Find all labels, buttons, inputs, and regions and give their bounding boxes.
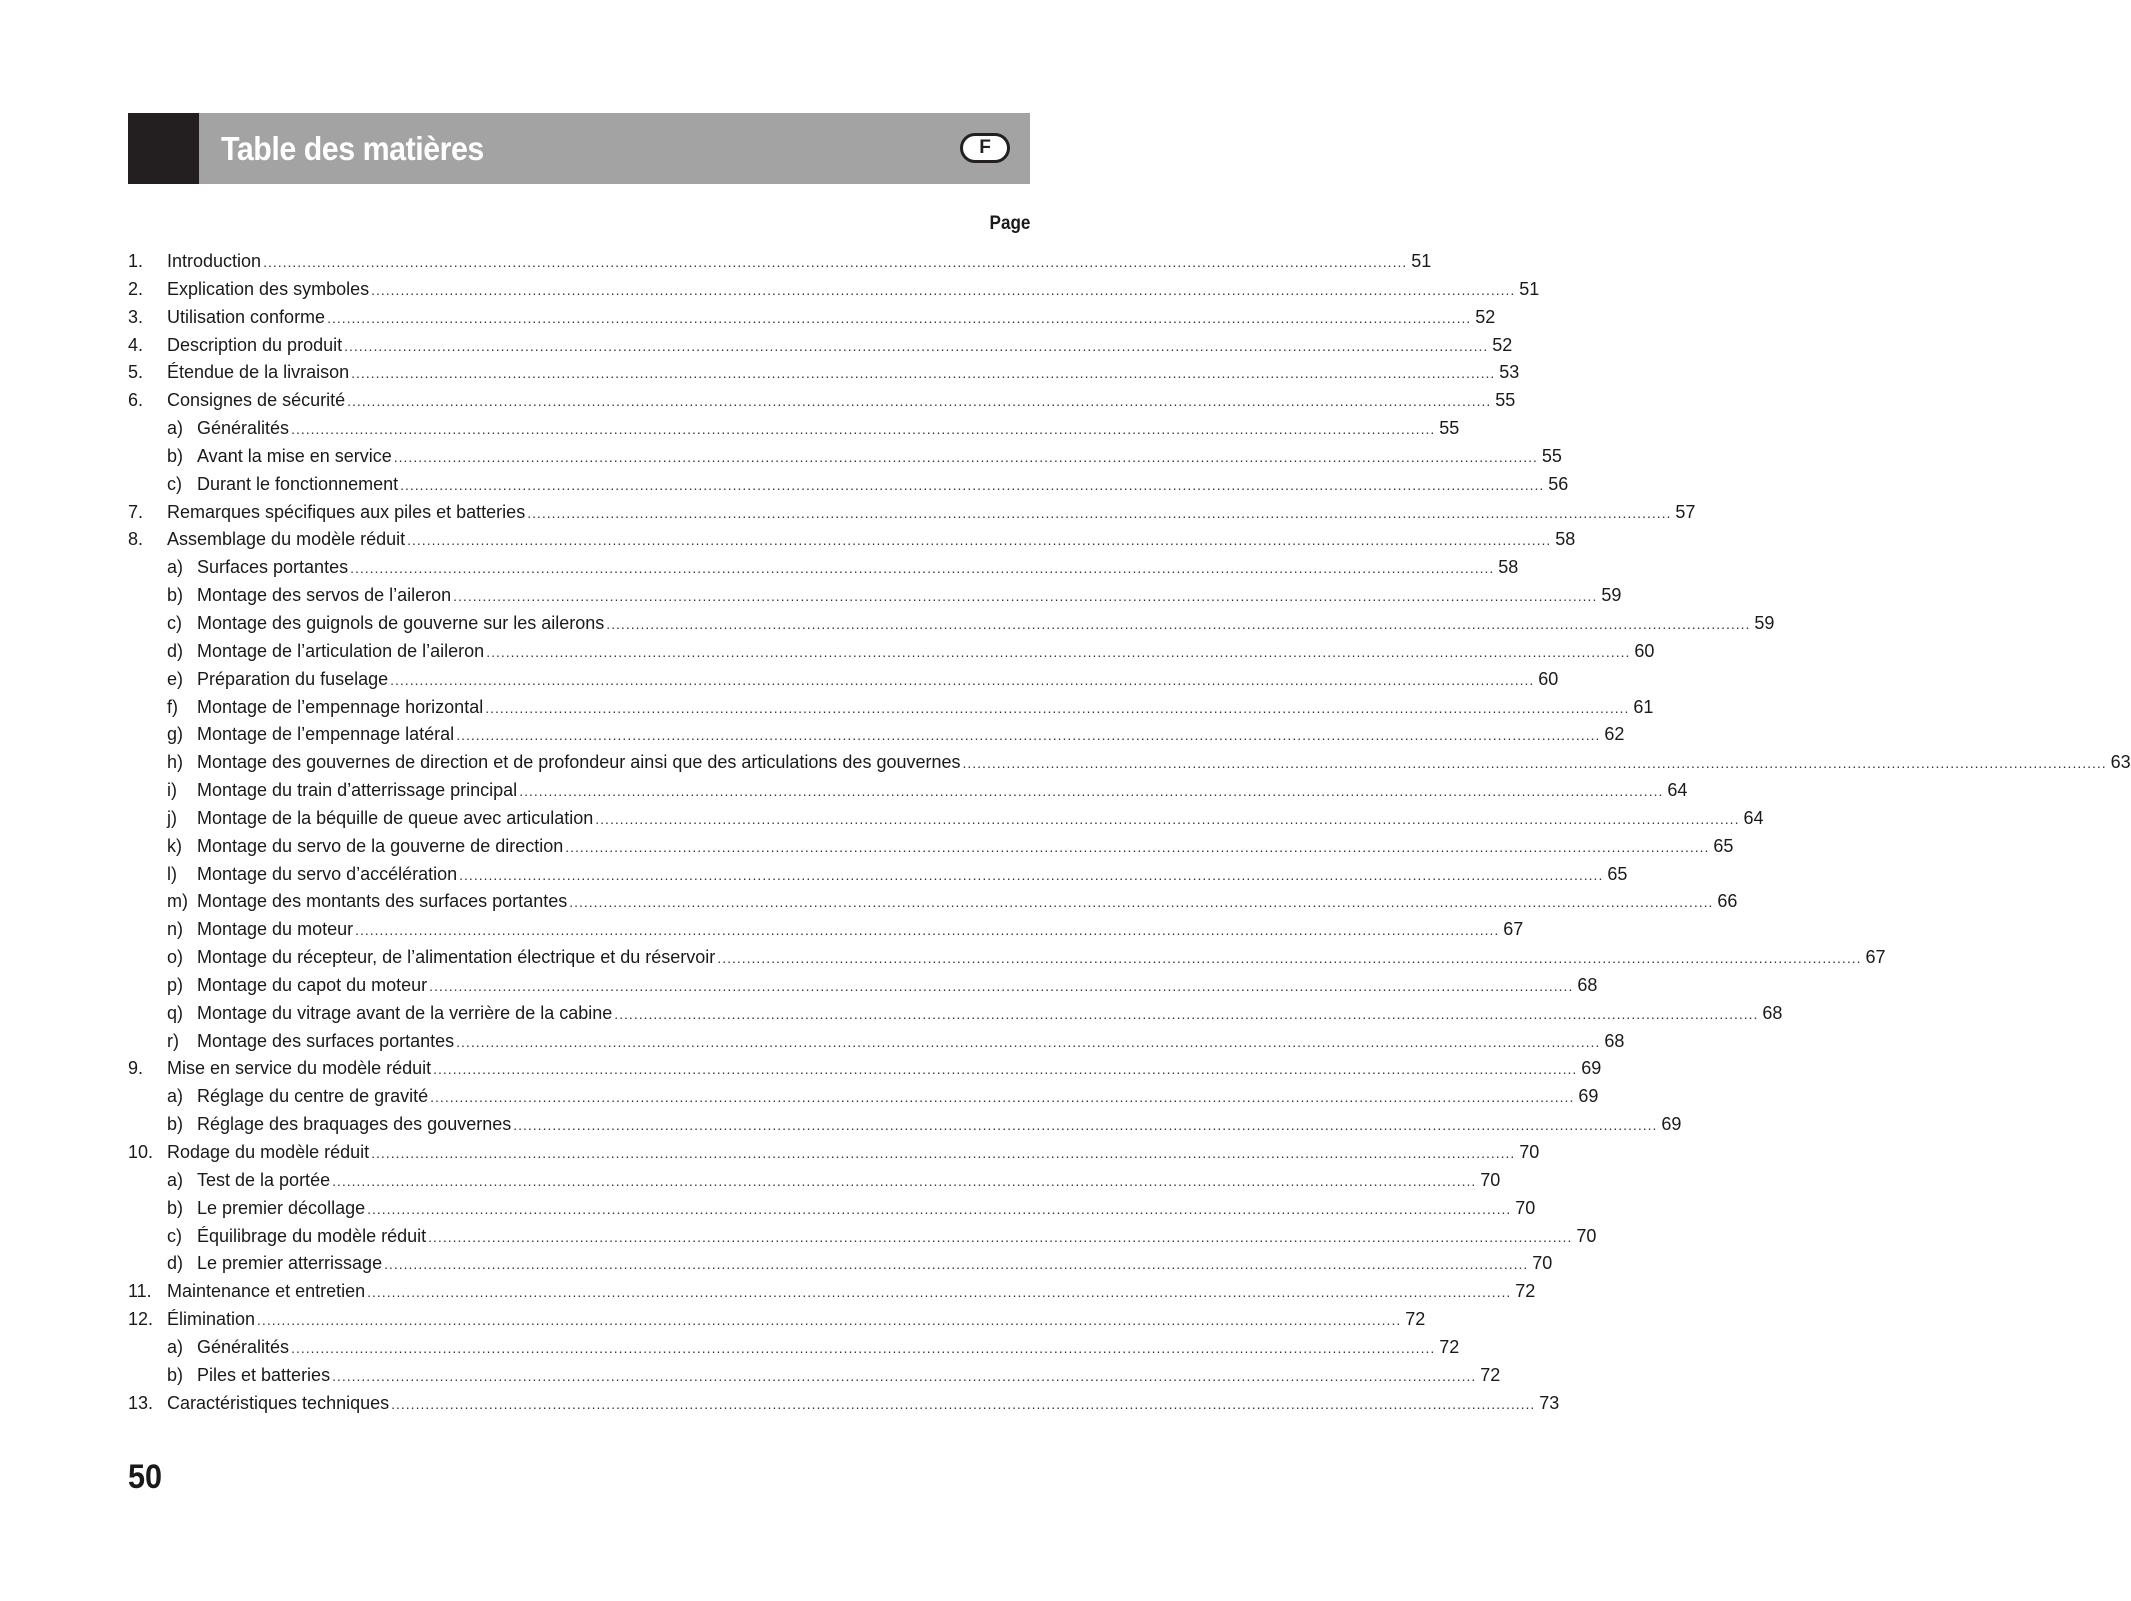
toc-leader-dots xyxy=(332,1363,1476,1391)
toc-entry-label: Montage du vitrage avant de la verrière de la cabine xyxy=(197,1002,613,1023)
toc-subentry[interactable] xyxy=(128,1334,1460,1362)
toc-entry[interactable] xyxy=(128,332,1513,360)
toc-entry-label: Montage du servo d’accélération xyxy=(197,863,458,884)
toc-entry-page: 68 xyxy=(1762,1002,1783,1023)
toc-subentry-letter: g) xyxy=(167,724,184,745)
toc-entry-page: 51 xyxy=(1411,251,1432,271)
toc-entry-page: 51 xyxy=(1519,278,1540,299)
toc-leader-dots xyxy=(428,1224,1572,1252)
toc-subentry[interactable] xyxy=(128,443,1562,471)
toc-entry-label: Le premier atterrissage xyxy=(197,1253,383,1274)
toc-subentry[interactable] xyxy=(128,1250,1553,1278)
toc-entry-label: Montage du moteur xyxy=(197,919,354,940)
toc-entry-label: Préparation du fuselage xyxy=(197,668,389,689)
toc-leader-dots xyxy=(717,945,1861,973)
toc-entry-label: Avant la mise en service xyxy=(197,445,392,466)
toc-entry[interactable] xyxy=(128,1390,1560,1418)
toc-leader-dots xyxy=(433,1056,1577,1084)
toc-entry-page: 64 xyxy=(1667,780,1688,801)
toc-leader-dots xyxy=(257,1307,1401,1335)
toc-entry-label: Le premier décollage xyxy=(197,1197,366,1218)
toc-entry-number: 8. xyxy=(128,529,144,550)
toc-entry-page: 60 xyxy=(1538,668,1559,689)
toc-entry-number: 13. xyxy=(128,1392,154,1413)
toc-leader-dots xyxy=(263,249,1407,277)
toc-entry-page: 69 xyxy=(1661,1114,1682,1135)
toc-entry-label: Assemblage du modèle réduit xyxy=(167,529,406,550)
toc-leader-dots xyxy=(367,1196,1511,1224)
toc-entry-label: Montage du récepteur, de l’alimentation électrique et du réservoir xyxy=(197,947,716,968)
toc-subentry[interactable] xyxy=(128,638,1655,666)
toc-entry-page: 55 xyxy=(1495,390,1516,411)
toc-leader-dots xyxy=(394,444,1538,472)
toc-subentry-letter: b) xyxy=(167,585,184,606)
toc-subentry[interactable] xyxy=(128,777,1688,805)
toc-entry-label: Montage du servo de la gouverne de direction xyxy=(197,835,564,856)
toc-entry-label: Réglage du centre de gravité xyxy=(197,1086,429,1107)
toc-leader-dots xyxy=(519,778,1663,806)
toc-entry-page: 59 xyxy=(1601,585,1622,606)
toc-leader-dots xyxy=(400,472,1544,500)
toc-subentry-letter: r) xyxy=(167,1030,179,1051)
toc-subentry-letter: b) xyxy=(167,445,184,466)
toc-entry-page: 55 xyxy=(1439,418,1460,439)
toc-entry-label: Utilisation conforme xyxy=(167,306,326,327)
toc-entry-page: 65 xyxy=(1607,863,1628,884)
toc-subentry-letter: c) xyxy=(167,473,182,494)
toc-subentry-letter: b) xyxy=(167,1114,184,1135)
toc-subentry[interactable] xyxy=(128,833,1734,861)
toc-entry-label: Élimination xyxy=(167,1309,256,1330)
toc-entry-page: 59 xyxy=(1754,612,1775,633)
toc-leader-dots xyxy=(351,360,1495,388)
toc-subentry-letter: a) xyxy=(167,1086,184,1107)
toc-entry-page: 62 xyxy=(1604,724,1625,745)
toc-subentry-letter: q) xyxy=(167,1002,184,1023)
toc-entry-page: 60 xyxy=(1634,640,1655,661)
toc-subentry[interactable] xyxy=(128,666,1559,694)
toc-entry-page: 72 xyxy=(1480,1364,1501,1385)
toc-subentry[interactable] xyxy=(128,582,1622,610)
toc-entry-page: 67 xyxy=(1503,919,1524,940)
toc-entry-page: 58 xyxy=(1555,529,1576,550)
toc-entry-page: 73 xyxy=(1539,1392,1560,1413)
toc-entry-page: 72 xyxy=(1515,1281,1536,1302)
toc-subentry-letter: b) xyxy=(167,1197,184,1218)
toc-entry[interactable] xyxy=(128,1306,1426,1334)
toc-entry[interactable] xyxy=(128,1139,1540,1167)
toc-entry-label: Montage des gouvernes de direction et de profondeur ainsi que des articulations des gouvernes xyxy=(197,752,961,773)
toc-subentry-letter: o) xyxy=(167,947,184,968)
toc-leader-dots xyxy=(347,388,1491,416)
toc-entry-number: 2. xyxy=(128,278,144,299)
toc-entry-label: Montage de l’empennage latéral xyxy=(197,724,455,745)
toc-entry-number: 5. xyxy=(128,362,144,383)
section-header xyxy=(128,113,1030,184)
toc-leader-dots xyxy=(332,1168,1476,1196)
toc-subentry[interactable] xyxy=(128,972,1598,1000)
toc-subentry[interactable] xyxy=(128,610,1775,638)
toc-entry-label: Généralités xyxy=(197,418,290,439)
toc-leader-dots xyxy=(407,527,1551,555)
toc-subentry[interactable] xyxy=(128,415,1460,443)
toc-subentry-letter: c) xyxy=(167,1225,182,1246)
toc-entry-label: Montage de la béquille de queue avec articulation xyxy=(197,807,594,828)
toc-leader-dots xyxy=(327,305,1471,333)
toc-subentry-letter: a) xyxy=(167,1336,184,1357)
toc-entry-number: 3. xyxy=(128,306,144,327)
toc-entry-label: Réglage des braquages des gouvernes xyxy=(197,1114,512,1135)
toc-entry-number: 4. xyxy=(128,334,144,355)
toc-subentry[interactable] xyxy=(128,1167,1501,1195)
toc-subentry[interactable] xyxy=(128,1083,1599,1111)
toc-entry-label: Caractéristiques techniques xyxy=(167,1392,390,1413)
toc-subentry-letter: m) xyxy=(167,891,188,912)
toc-entry-number: 6. xyxy=(128,390,144,411)
toc-entry-page: 70 xyxy=(1515,1197,1536,1218)
toc-entry-number: 7. xyxy=(128,501,144,522)
toc-subentry[interactable] xyxy=(128,1028,1625,1056)
toc-entry-page: 53 xyxy=(1499,362,1520,383)
toc-subentry[interactable] xyxy=(128,554,1519,582)
toc-entry-label: Étendue de la livraison xyxy=(167,362,350,383)
toc-leader-dots xyxy=(429,973,1573,1001)
toc-entry-label: Durant le fonctionnement xyxy=(197,473,399,494)
toc-subentry-letter: c) xyxy=(167,612,182,633)
toc-entry-label: Surfaces portantes xyxy=(197,557,349,578)
toc-leader-dots xyxy=(291,1335,1435,1363)
toc-leader-dots xyxy=(565,834,1709,862)
toc-subentry-letter: j) xyxy=(167,807,177,828)
toc-subentry[interactable] xyxy=(128,721,1625,749)
toc-entry-page: 70 xyxy=(1519,1142,1540,1162)
page-title: Table des matières xyxy=(221,129,484,167)
toc-entry-label: Test de la portée xyxy=(197,1169,331,1190)
toc-subentry-letter: i) xyxy=(167,780,177,801)
toc-subentry-letter: d) xyxy=(167,1253,184,1274)
toc-subentry[interactable] xyxy=(128,1195,1536,1223)
toc-leader-dots xyxy=(453,583,1597,611)
table-of-contents xyxy=(128,248,2131,1417)
toc-entry-page: 67 xyxy=(1865,947,1886,968)
toc-subentry[interactable] xyxy=(128,471,1569,499)
toc-entry-number: 10. xyxy=(128,1142,154,1162)
toc-entry-page: 70 xyxy=(1532,1253,1553,1274)
toc-subentry-letter: a) xyxy=(167,1169,184,1190)
toc-leader-dots xyxy=(569,889,1713,917)
page-column-label: Page xyxy=(989,213,1030,234)
toc-subentry[interactable] xyxy=(128,749,2131,777)
toc-entry-number: 9. xyxy=(128,1058,144,1079)
toc-entry[interactable] xyxy=(128,526,1576,554)
toc-leader-dots xyxy=(595,806,1739,834)
toc-leader-dots xyxy=(459,862,1603,890)
toc-leader-dots xyxy=(391,1391,1535,1419)
toc-entry-label: Consignes de sécurité xyxy=(167,390,346,411)
header-black-block xyxy=(128,113,199,184)
toc-leader-dots xyxy=(390,667,1534,695)
toc-entry[interactable] xyxy=(128,1055,1602,1083)
toc-entry-label: Rodage du modèle réduit xyxy=(167,1142,370,1162)
toc-entry-label: Montage de l’empennage horizontal xyxy=(197,696,484,717)
toc-entry[interactable] xyxy=(128,248,1432,276)
toc-entry-page: 58 xyxy=(1498,557,1519,578)
toc-subentry-letter: n) xyxy=(167,919,184,940)
toc-subentry[interactable] xyxy=(128,888,1738,916)
toc-subentry-letter: k) xyxy=(167,835,182,856)
page-number: 50 xyxy=(128,1458,163,1496)
toc-entry-page: 68 xyxy=(1577,974,1598,995)
toc-subentry-letter: p) xyxy=(167,974,184,995)
toc-subentry-letter: l) xyxy=(167,863,177,884)
toc-entry-page: 72 xyxy=(1439,1336,1460,1357)
toc-entry-number: 1. xyxy=(128,251,144,271)
toc-entry-page: 57 xyxy=(1675,501,1696,522)
toc-entry-page: 61 xyxy=(1633,696,1654,717)
toc-leader-dots xyxy=(486,639,1630,667)
toc-subentry-letter: f) xyxy=(167,696,178,717)
toc-subentry-letter: a) xyxy=(167,418,184,439)
toc-entry-page: 65 xyxy=(1713,835,1734,856)
toc-subentry[interactable] xyxy=(128,861,1628,889)
toc-entry-label: Montage des guignols de gouverne sur les ailerons xyxy=(197,612,605,633)
toc-entry-number: 11. xyxy=(128,1281,152,1302)
toc-subentry-letter: e) xyxy=(167,668,184,689)
toc-entry-page: 55 xyxy=(1541,445,1562,466)
toc-leader-dots xyxy=(367,1279,1511,1307)
toc-entry-label: Généralités xyxy=(197,1336,290,1357)
toc-leader-dots xyxy=(606,611,1750,639)
toc-entry-label: Mise en service du modèle réduit xyxy=(167,1058,432,1079)
toc-entry-page: 52 xyxy=(1475,306,1496,327)
toc-entry[interactable] xyxy=(128,359,1520,387)
toc-entry-page: 68 xyxy=(1604,1030,1625,1051)
toc-leader-dots xyxy=(371,1140,1515,1168)
toc-entry-page: 52 xyxy=(1492,334,1513,355)
toc-leader-dots xyxy=(384,1251,1528,1279)
toc-entry-label: Explication des symboles xyxy=(167,278,370,299)
toc-entry-page: 56 xyxy=(1548,473,1569,494)
toc-entry[interactable] xyxy=(128,276,1540,304)
toc-leader-dots xyxy=(456,722,1600,750)
toc-subentry[interactable] xyxy=(128,694,1654,722)
toc-subentry[interactable] xyxy=(128,916,1524,944)
toc-entry-label: Montage des surfaces portantes xyxy=(197,1030,455,1051)
toc-subentry-letter: d) xyxy=(167,640,184,661)
toc-leader-dots xyxy=(430,1084,1574,1112)
toc-entry-label: Piles et batteries xyxy=(197,1364,331,1385)
toc-leader-dots xyxy=(963,750,2107,778)
toc-leader-dots xyxy=(371,277,1515,305)
toc-entry-number: 12. xyxy=(128,1309,154,1330)
toc-entry-label: Montage de l’articulation de l’aileron xyxy=(197,640,485,661)
toc-entry-label: Montage des montants des surfaces portantes xyxy=(197,891,568,912)
toc-entry-page: 63 xyxy=(2110,752,2131,773)
toc-entry-page: 69 xyxy=(1578,1086,1599,1107)
toc-subentry[interactable] xyxy=(128,1223,1597,1251)
toc-subentry[interactable] xyxy=(128,1111,1682,1139)
toc-entry-label: Montage des servos de l’aileron xyxy=(197,585,452,606)
toc-entry-label: Équilibrage du modèle réduit xyxy=(197,1225,427,1246)
toc-entry-label: Remarques spécifiques aux piles et batteries xyxy=(167,501,526,522)
toc-entry-page: 66 xyxy=(1717,891,1738,912)
toc-subentry-letter: h) xyxy=(167,752,184,773)
toc-subentry[interactable] xyxy=(128,1000,1783,1028)
toc-entry-page: 69 xyxy=(1581,1058,1602,1079)
toc-entry-page: 72 xyxy=(1405,1309,1426,1330)
toc-subentry[interactable] xyxy=(128,805,1764,833)
toc-leader-dots xyxy=(614,1001,1758,1029)
toc-leader-dots xyxy=(456,1029,1600,1057)
toc-entry-page: 64 xyxy=(1743,807,1764,828)
toc-entry-label: Montage du train d’atterrissage principal xyxy=(197,780,518,801)
toc-entry[interactable] xyxy=(128,304,1496,332)
toc-subentry-letter: b) xyxy=(167,1364,184,1385)
language-badge: F xyxy=(960,133,1010,163)
toc-entry-page: 70 xyxy=(1480,1169,1501,1190)
toc-entry-page: 70 xyxy=(1576,1225,1597,1246)
toc-leader-dots xyxy=(350,555,1494,583)
toc-leader-dots xyxy=(485,695,1629,723)
toc-entry-label: Description du produit xyxy=(167,334,343,355)
toc-leader-dots xyxy=(527,500,1671,528)
toc-leader-dots xyxy=(344,333,1488,361)
toc-entry[interactable] xyxy=(128,387,1516,415)
toc-entry-label: Montage du capot du moteur xyxy=(197,974,428,995)
toc-subentry[interactable] xyxy=(128,1362,1501,1390)
toc-entry[interactable] xyxy=(128,499,1696,527)
toc-entry-label: Introduction xyxy=(167,251,262,271)
toc-entry[interactable] xyxy=(128,1278,1536,1306)
toc-leader-dots xyxy=(291,416,1435,444)
toc-leader-dots xyxy=(513,1112,1657,1140)
toc-leader-dots xyxy=(355,917,1499,945)
toc-entry-label: Maintenance et entretien xyxy=(167,1281,366,1302)
toc-subentry-letter: a) xyxy=(167,557,184,578)
toc-subentry[interactable] xyxy=(128,944,1886,972)
